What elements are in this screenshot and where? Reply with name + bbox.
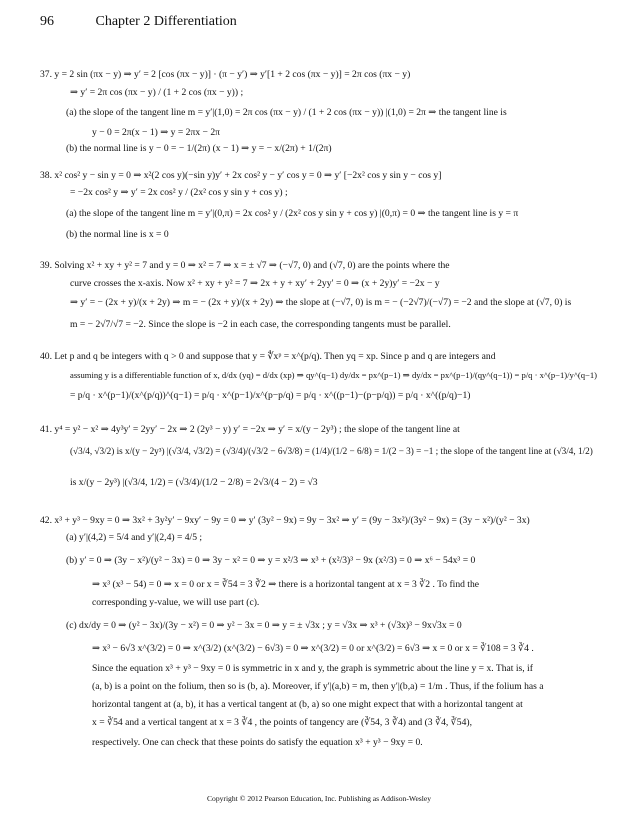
solution-line: ⇒ y′ = − (2x + y)/(x + 2y) ⇒ m = − (2x + y)/(x + 2y) ⇒ the slope at (−√7, 0) is m = − (−2√7)/(−√7) = −2 and the slope at (√7, 0) is bbox=[70, 297, 572, 308]
solution-line: curve crosses the x-axis. Now x² + xy + y² = 7 ⇒ 2x + y + xy′ + 2yy′ = 0 ⇒ (x + 2y)y′ = −2x − y bbox=[70, 278, 440, 289]
solution-line: assuming y is a differentiable function of x, d/dx (yq) = d/dx (xp) ⇒ qy^(q−1) dy/dx = px^(p−1) ⇒ dy/dx = px^(p−1)/(qy^(q−1)) = p/q · x^(p−1)/y^(q−1) bbox=[70, 370, 598, 380]
solution-line: respectively. One can check that these points do satisfy the equation x³ + y³ − 9xy = 0. bbox=[92, 737, 423, 748]
solution-line: horizontal tangent at (a, b), it has a vertical tangent at (b, a) so one might expect that with a horizontal tangent at bbox=[92, 699, 523, 710]
solution-line: (b) y′ = 0 ⇒ (3y − x²)/(y² − 3x) = 0 ⇒ 3y − x² = 0 ⇒ y = x²/3 ⇒ x³ + (x²/3)³ − 9x (x²/3) = 0 ⇒ x⁶ − 54x³ = 0 bbox=[66, 555, 476, 566]
solution-line: x = ∛54 and a vertical tangent at x = 3 ∛4 , the points of tangency are (∛54, 3 ∛4) and (3 ∛4, ∛54), bbox=[92, 717, 472, 728]
chapter-title: Chapter 2 Differentiation bbox=[95, 14, 237, 29]
solution-line: (b) the normal line is x = 0 bbox=[66, 229, 169, 240]
page-header bbox=[40, 14, 237, 30]
solution-line: 41. y⁴ = y² − x² ⇒ 4y³y′ = 2yy′ − 2x ⇒ 2 (2y³ − y) y′ = −2x ⇒ y′ = x/(y − 2y³) ; the slope of the tangent line at bbox=[40, 424, 460, 435]
solution-line: ⇒ x³ − 6√3 x^(3/2) = 0 ⇒ x^(3/2) (x^(3/2) − 6√3) = 0 ⇒ x^(3/2) = 0 or x^(3/2) = 6√3 ⇒ x = 0 or x = ∛108 = 3 ∛4 . bbox=[92, 643, 534, 654]
solution-line: is x/(y − 2y³) |(√3/4, 1/2) = (√3/4)/(1/2 − 2/8) = 2√3/(4 − 2) = √3 bbox=[70, 477, 318, 488]
solution-line: (a) y′|(4,2) = 5/4 and y′|(2,4) = 4/5 ; bbox=[66, 532, 203, 543]
page-number: 96 bbox=[40, 14, 54, 29]
solution-line: 42. x³ + y³ − 9xy = 0 ⇒ 3x² + 3y²y′ − 9xy′ − 9y = 0 ⇒ y′ (3y² − 9x) = 9y − 3x² ⇒ y′ = (9y − 3x²)/(3y² − 9x) = (3y − x²)/(y² − 3x) bbox=[40, 515, 530, 526]
solution-line: Since the equation x³ + y³ − 9xy = 0 is symmetric in x and y, the graph is symmetric about the line y = x. That is, if bbox=[92, 663, 533, 674]
copyright-footer: Copyright © 2012 Pearson Education, Inc. Publishing as Addison-Wesley bbox=[206, 794, 432, 803]
solution-line: y − 0 = 2π(x − 1) ⇒ y = 2πx − 2π bbox=[92, 127, 220, 138]
solution-line: 39. Solving x² + xy + y² = 7 and y = 0 ⇒ x² = 7 ⇒ x = ± √7 ⇒ (−√7, 0) and (√7, 0) are the points where the bbox=[40, 260, 450, 271]
solution-line: 40. Let p and q be integers with q > 0 and suppose that y = ∜xᵖ = x^(p/q). Then yq = xp. Since p and q are integers and bbox=[40, 351, 496, 362]
solution-line: (b) the normal line is y − 0 = − 1/(2π) (x − 1) ⇒ y = − x/(2π) + 1/(2π) bbox=[66, 143, 332, 154]
solution-line: ⇒ y′ = 2π cos (πx − y) / (1 + 2 cos (πx − y)) ; bbox=[70, 87, 244, 98]
solution-line: = −2x cos² y ⇒ y′ = 2x cos² y / (2x² cos y sin y + cos y) ; bbox=[70, 187, 288, 198]
solution-line: (a, b) is a point on the folium, then so is (b, a). Moreover, if y′|(a,b) = m, then y′|(b,a) = 1/m . Thus, if the folium has a bbox=[92, 681, 544, 692]
solution-line: (a) the slope of the tangent line m = y′|(0,π) = 2x cos² y / (2x² cos y sin y + cos y) |(0,π) = 0 ⇒ the tangent line is y = π bbox=[66, 208, 519, 219]
solution-line: ⇒ x³ (x³ − 54) = 0 ⇒ x = 0 or x = ∛54 = 3 ∛2 ⇒ there is a horizontal tangent at x = 3 ∛2 . To find the bbox=[92, 579, 480, 590]
solution-line: = p/q · x^(p−1)/(x^(p/q))^(q−1) = p/q · x^(p−1)/x^(p−p/q) = p/q · x^((p−1)−(p−p/q)) = p/q · x^((p/q)−1) bbox=[70, 390, 471, 401]
solution-line: 37. y = 2 sin (πx − y) ⇒ y′ = 2 [cos (πx − y)] · (π − y′) ⇒ y′[1 + 2 cos (πx − y)] = 2π cos (πx − y) bbox=[40, 69, 411, 80]
solution-line: m = − 2√7/√7 = −2. Since the slope is −2 in each case, the corresponding tangents must be parallel. bbox=[70, 319, 451, 330]
solution-line: (a) the slope of the tangent line m = y′|(1,0) = 2π cos (πx − y) / (1 + 2 cos (πx − y)) |(1,0) = 2π ⇒ the tangent line is bbox=[66, 107, 507, 118]
solution-line: corresponding y-value, we will use part (c). bbox=[92, 597, 260, 608]
solution-line: (√3/4, √3/2) is x/(y − 2y³) |(√3/4, √3/2) = (√3/4)/(√3/2 − 6√3/8) = (1/4)/(1/2 − 6/8) = 1/(2 − 3) = −1 ; the slope of the tangent line at (√3/4, 1/2) bbox=[70, 446, 593, 456]
solution-line: 38. x² cos² y − sin y = 0 ⇒ x²(2 cos y)(−sin y)y′ + 2x cos² y − y′ cos y = 0 ⇒ y′ [−2x² cos y sin y − cos y] bbox=[40, 170, 442, 181]
solution-line: (c) dx/dy = 0 ⇒ (y² − 3x)/(3y − x²) = 0 ⇒ y² − 3x = 0 ⇒ y = ± √3x ; y = √3x ⇒ x³ + (√3x)³ − 9x√3x = 0 bbox=[66, 620, 462, 631]
